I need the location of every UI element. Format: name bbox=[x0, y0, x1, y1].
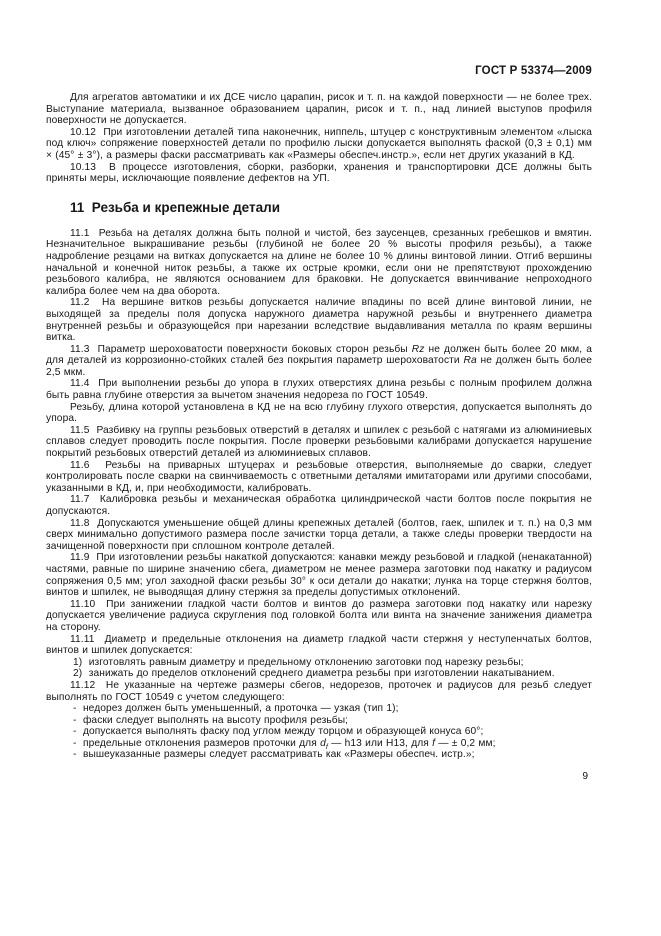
paragraph: 11.7 Калибровка резьбы и механическая обработка цилиндрической части болтов после покрытия не допускаются. bbox=[46, 494, 592, 517]
paragraph: 11.9 При изготовлении резьбы накаткой допускаются: канавки между резьбовой и гладкой (ненакатанной) частями, равные по ширине значению сбега, диаметром не менее размера заготовки под накатку и радиусом сопряжения 0,5 мм; угол заходной фаски резьбы 30° к оси детали до накатки; лунка на торце стержня болтов, винтов и шпилек, не выводящая длину стержня за пределы допустимых отклонений. bbox=[46, 552, 592, 599]
paragraph: 11.3 Параметр шероховатости поверхности боковых сторон резьбы Rz не должен быть более 20 мкм, а для деталей из коррозионно-стойких сталей без покрытия параметр шероховатости Ra не должен быть более 2,5 мкм. bbox=[46, 343, 592, 378]
list-item: - допускается выполнять фаску под углом между торцом и образующей конуса 60°; bbox=[73, 726, 484, 738]
list-item: - фаски следует выполнять на высоту профиля резьбы; bbox=[73, 714, 349, 726]
paragraph: 11.5 Разбивку на группы резьбовых отверстий в деталях и шпилек с резьбой с натягами из алюминиевых сплавов следует проводить после покрытия. После проверки резьбовыми калибрами допускается нарушение покрытий резьбовых отверстий деталей из алюминиевых сплавов. bbox=[46, 424, 592, 460]
paragraph: 11.12 Не указанные на чертеже размеры сбегов, недорезов, проточек и радиусов для резьб следует выполнять по ГОСТ 10549 с учетом следующего: bbox=[46, 679, 592, 703]
doc-number-header: ГОСТ Р 53374—2009 bbox=[475, 65, 592, 77]
list-item: 1) изготовлять равным диаметру и предельному отклонению заготовки под нарезку резьбы; bbox=[73, 656, 524, 668]
paragraph: 10.13 В процессе изготовления, сборки, разборки, хранения и транспортировки ДСЕ должны быть приняты меры, исключающие появление дефектов на УП. bbox=[46, 161, 592, 185]
paragraph: Резьбу, длина которой установлена в КД не на всю глубину глухого отверстия, допускается выполнять до упора. bbox=[46, 401, 592, 425]
paragraph: 11.6 Резьбы на приварных штуцерах и резьбовые отверстия, выполняемые до сварки, следует контролировать после сварки на свинчиваемость с ответными деталями имитаторами или другими способами, указанными в КД, и, при необходимости, калибровать. bbox=[46, 459, 592, 494]
paragraph: Для агрегатов автоматики и их ДСЕ число царапин, рисок и т. п. на каждой поверхности — не более трех. Выступание материала, вызванное образованием царапин, рисок и т. п., над линией выступов профиля поверхности не допускается. bbox=[46, 92, 592, 127]
list-item: - недорез должен быть уменьшенный, а проточка — узкая (тип 1); bbox=[73, 703, 399, 715]
document-body bbox=[46, 92, 592, 761]
paragraph: 11.1 Резьба на деталях должна быть полной и чистой, без заусенцев, срезанных гребешков и вмятин. Незначительное выкрашивание резьбы (глубиной не более 20 % высоты профиля резьбы), а также надробление резцами на витках допускается на длине не более 10 % длины винтовой линии. Отгиб вершины начальной и конечной ниток резьбы, а также их острые кромки, если они не препятствуют прохождению резьбового калибра, не являются основанием для браковки. Не допускается ввинчивание непроходного калибра более чем на два оборота. bbox=[46, 227, 592, 297]
paragraph: 11.2 На вершине витков резьбы допускается наличие впадины по всей длине винтовой линии, не выходящей за пределы поля допуска наружного диаметра наружной резьбы и внутреннего диаметра внутренней резьбы и образующейся при нарезании вследствие выдавливания металла по краям вершины витка. bbox=[46, 297, 592, 344]
list-item: - предельные отклонения размеров проточки для $d_f$ — h13 или Н13, для f — ± 0,2 мм; bbox=[73, 737, 496, 751]
paragraph: 11.8 Допускаются уменьшение общей длины крепежных деталей (болтов, гаек, шпилек и т. п.) на 0,3 мм сверх минимально допустимого размера после зачистки торца детали, а также следы проверки твердости на зачищенной поверхности при сплошном контроле деталей. bbox=[46, 517, 592, 552]
list-item: - вышеуказанные размеры следует рассматривать как «Размеры обеспеч. истр.»; bbox=[73, 749, 475, 761]
section-heading: 11 Резьба и крепежные детали bbox=[70, 199, 281, 215]
list-item: 2) занижать до пределов отклонений среднего диаметра резьбы при изготовлении накатыванием. bbox=[73, 668, 555, 680]
paragraph: 11.4 При выполнении резьбы до упора в глухих отверстиях длина резьбы с полным профилем должна быть равна глубине отверстия за вычетом значения недореза по ГОСТ 10549. bbox=[46, 378, 592, 402]
paragraph: 11.10 При занижении гладкой части болтов и винтов до размера заготовки под накатку или нарезку допускается увеличение радиуса скругления под головкой болта или винта на значение занижения диаметра на сторону. bbox=[46, 598, 592, 633]
paragraph: 10.12 При изготовлении деталей типа наконечник, ниппель, штуцер с конструктивным элементом «лыска под ключ» сопряжение поверхностей детали по профилю лыски допускается выполнять фаской (0,3 ± 0,1) мм × (45° ± 3°), а размеры фаски рассматривать как «Размеры обеспеч.инстр.», если нет других указаний в КД. bbox=[46, 126, 592, 161]
paragraph: 11.11 Диаметр и предельные отклонения на диаметр гладкой части стержня у неступенчатых болтов, винтов и шпилек допускается: bbox=[46, 633, 592, 657]
page-number: 9 bbox=[582, 771, 588, 783]
